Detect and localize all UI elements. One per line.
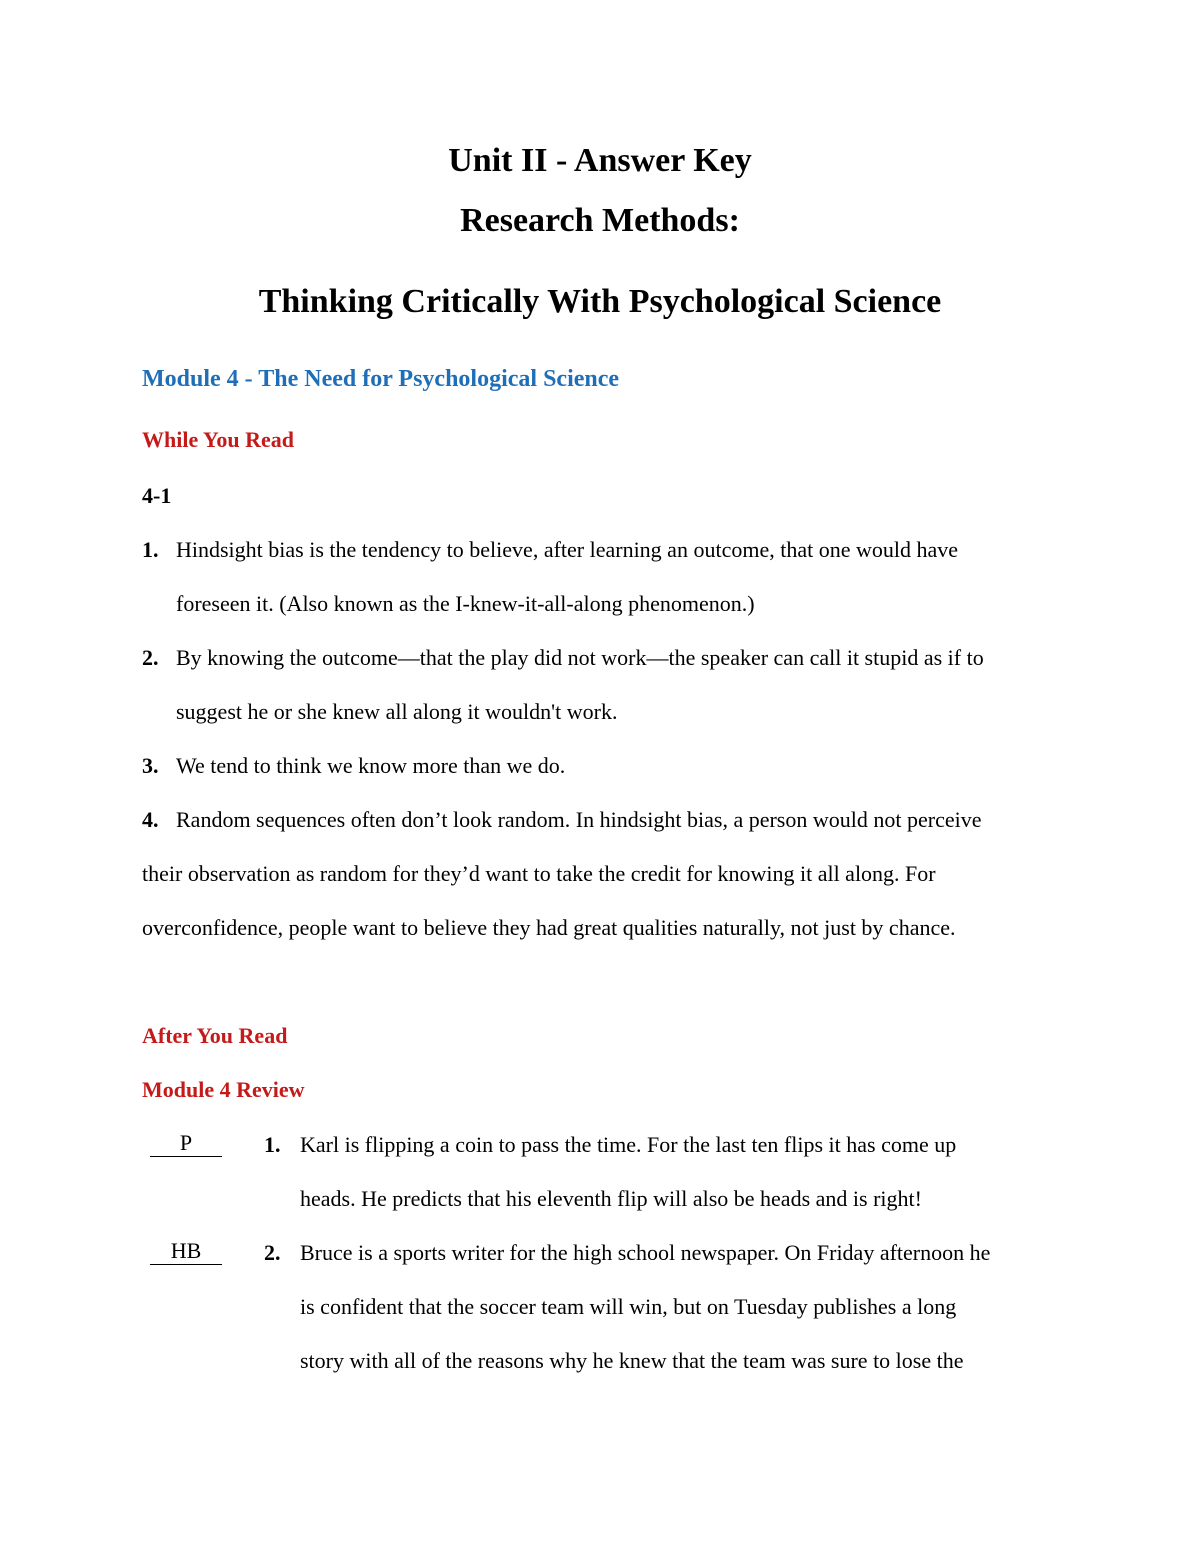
review-item-number: 1. [264,1132,281,1157]
item-text-line: Random sequences often don’t look random. In hindsight bias, a person would not perceive [176,807,982,832]
item-text-line: Hindsight bias is the tendency to believe, after learning an outcome, that one would have [176,537,958,562]
section-label: 4-1 [142,483,172,508]
item-number: 1. [142,537,159,562]
item-text-line: suggest he or she knew all along it wouldn't work. [176,699,618,724]
answer-blank: HB [150,1240,222,1265]
item-number: 2. [142,645,159,670]
module-review-heading: Module 4 Review [142,1077,305,1102]
answer-blank: P [150,1132,222,1157]
title-line-2: Research Methods: [460,202,740,239]
review-item-text-line: is confident that the soccer team will win, but on Tuesday publishes a long [300,1294,957,1319]
item-text-line: overconfidence, people want to believe they had great qualities naturally, not just by chance. [142,915,956,940]
title-line-3: Thinking Critically With Psychological Science [258,283,942,320]
review-item-text-line: Bruce is a sports writer for the high school newspaper. On Friday afternoon he [300,1240,991,1265]
item-number: 4. [142,807,159,832]
review-item-text-line: story with all of the reasons why he knew that the team was sure to lose the [300,1348,964,1373]
item-text-line: their observation as random for they’d want to take the credit for knowing it all along. For [142,861,936,886]
item-text-line: We tend to think we know more than we do. [176,753,566,778]
review-item-text-line: Karl is flipping a coin to pass the time. For the last ten flips it has come up [300,1132,957,1157]
review-item-number: 2. [264,1240,281,1265]
title-line-1: Unit II - Answer Key [448,142,752,179]
item-text-line: By knowing the outcome—that the play did not work—the speaker can call it stupid as if to [176,645,984,670]
after-you-read-heading: After You Read [142,1023,288,1048]
item-text-line: foreseen it. (Also known as the I-knew-it-all-along phenomenon.) [176,591,755,616]
module-heading: Module 4 - The Need for Psychological Science [142,366,620,392]
review-item-text-line: heads. He predicts that his eleventh flip will also be heads and is right! [300,1186,922,1211]
item-number: 3. [142,753,159,778]
while-you-read-heading: While You Read [142,427,294,452]
